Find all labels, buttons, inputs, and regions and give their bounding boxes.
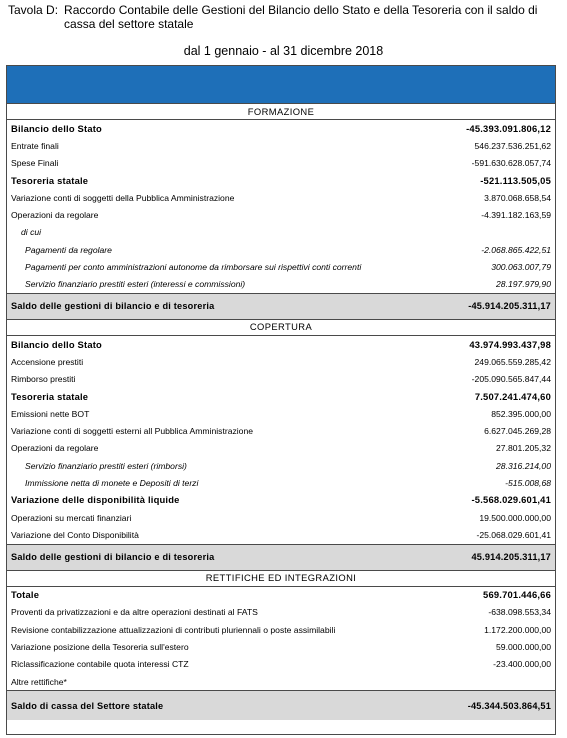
table-row [7,457,555,474]
section-heading-rettifiche: RETTIFICHE ED INTEGRAZIONI [7,571,555,587]
row-value: 300.063.007,79 [491,262,551,273]
row-label: Variazione posizione della Tesoreria sull'estero [11,642,189,653]
formazione-rows [7,120,555,293]
row-label: Operazioni da regolare [11,210,99,221]
row-value: 6.627.045.269,28 [484,426,551,437]
table-title [8,3,560,31]
section-heading-copertura: COPERTURA [7,320,555,336]
row-value: 569.701.446,66 [483,589,551,601]
table-row [7,587,555,604]
row-value: -521.113.505,05 [480,174,551,186]
table-row [7,172,555,189]
total-value: -45.344.503.864,51 [467,700,551,711]
table-row [7,336,555,353]
total-label: Saldo delle gestioni di bilancio e di tesoreria [11,552,215,563]
row-value: 19.500.000.000,00 [479,512,551,523]
row-value: -2.068.865.422,51 [481,244,551,255]
row-label: Riclassificazione contabile quota interessi CTZ [11,659,189,670]
row-value: -4.391.182.163,59 [481,210,551,221]
row-label: Immissione netta di monete e Depositi di terzi [25,477,199,488]
row-value: -5.568.029.601,41 [471,494,551,506]
row-value: -205.090.565.847,44 [471,374,551,385]
table-row [7,422,555,439]
row-value: 7.507.241.474,60 [474,390,551,402]
row-label: Proventi da privatizzazioni e da altre operazioni destinati al FATS [11,607,258,618]
row-label: Spese Finali [11,158,59,169]
table-row [7,189,555,206]
table-label: Tavola D: [8,3,59,17]
table-row [7,509,555,526]
table-row [7,371,555,388]
row-value: -638.098.553,34 [488,607,551,618]
row-value: 249.065.559.285,42 [474,356,551,367]
row-label: Variazione conti di soggetti esterni all Pubblica Amministrazione [11,426,254,437]
rettifiche-total-row [7,690,555,720]
table-row [7,353,555,370]
row-label: di cui [21,227,42,238]
total-label: Saldo delle gestioni di bilancio e di tesoreria [11,301,215,312]
row-label: Tesoreria statale [11,391,89,402]
row-value: 27.801.205,32 [496,443,551,454]
row-label: Servizio finanziario prestiti esteri (interessi e commissioni) [25,279,246,290]
table-row [7,405,555,422]
table-row [7,258,555,275]
table-row [7,155,555,172]
row-label: Variazione conti di soggetti della Pubblica Amministrazione [11,192,235,203]
row-value: -591.630.628.057,74 [471,158,551,169]
reconciliation-table [6,65,556,735]
row-label: Variazione del Conto Disponibilità [11,529,139,540]
row-label: Rimborso prestiti [11,374,76,385]
row-label: Servizio finanziario prestiti esteri (rimborsi) [25,460,187,471]
table-row [7,224,555,241]
table-row [7,206,555,223]
table-row [7,673,555,690]
table-row [7,492,555,509]
table-title-text: Raccordo Contabile delle Gestioni del Bilancio dello Stato e della Tesoreria con il saldo di cassa del settore statale [64,3,538,31]
rettifiche-rows [7,587,555,691]
row-value: 3.870.068.658,54 [484,192,551,203]
formazione-total-row [7,293,555,320]
total-value: -45.914.205.311,17 [468,301,551,312]
row-label: Altre rettifiche* [11,676,67,687]
row-label: Operazioni da regolare [11,443,99,454]
copertura-rows [7,336,555,544]
row-label: Variazione delle disponibilità liquide [11,495,180,506]
row-value: -515.008,68 [505,477,551,488]
table-row [7,276,555,293]
row-value: -25.068.029.601,41 [476,529,551,540]
row-label: Operazioni su mercati finanziari [11,512,132,523]
table-row [7,474,555,491]
table-row [7,656,555,673]
table-row [7,120,555,137]
period-subtitle: dal 1 gennaio - al 31 dicembre 2018 [183,44,384,58]
row-value: 43.974.993.437,98 [469,338,551,350]
total-value: 45.914.205.311,17 [471,552,551,563]
row-value: 1.172.200.000,00 [484,624,551,635]
row-label: Pagamenti da regolare [25,244,112,255]
row-label: Entrate finali [11,140,59,151]
row-label: Emissioni nette BOT [11,408,90,419]
table-row [7,604,555,621]
copertura-total-row [7,544,555,571]
row-label: Pagamenti per conto amministrazioni autonome da rimborsare sui rispettivi conti correnti [25,262,362,273]
row-label: Bilancio dello Stato [11,123,102,134]
table-row [7,440,555,457]
table-row [7,388,555,405]
row-label: Tesoreria statale [11,175,89,186]
row-value: 28.197.979,90 [496,279,551,290]
row-value: 546.237.536.251,62 [474,140,551,151]
row-label: Accensione prestiti [11,356,84,367]
row-value: 852.395.000,00 [491,408,551,419]
table-row [7,241,555,258]
row-value: 59.000.000,00 [496,642,551,653]
row-label: Bilancio dello Stato [11,339,102,350]
table-header-bar [7,66,555,104]
table-row [7,137,555,154]
table-row [7,621,555,638]
section-heading-formazione: FORMAZIONE [7,104,555,120]
row-value: -45.393.091.806,12 [466,122,551,134]
row-value: 28.316.214,00 [496,460,551,471]
row-label: Totale [11,590,40,601]
table-row [7,638,555,655]
row-label: Revisione contabilizzazione attualizzazioni di contributi pluriennali o poste assimilabili [11,624,336,635]
total-label: Saldo di cassa del Settore statale [11,700,164,711]
row-value: -23.400.000,00 [493,659,551,670]
table-row [7,526,555,543]
